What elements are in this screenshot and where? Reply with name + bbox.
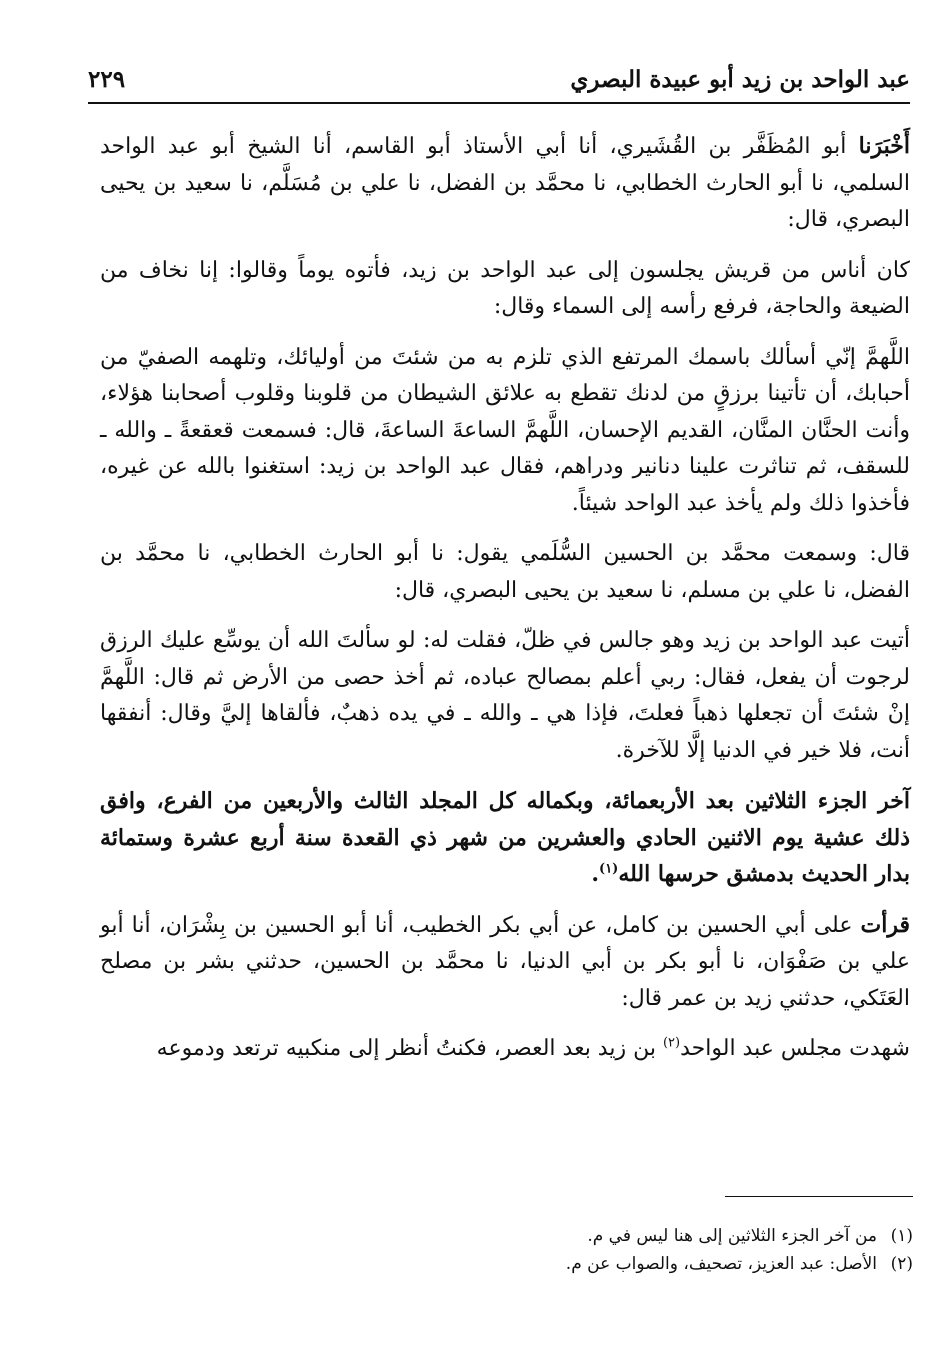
paragraph-narration-1: [100, 253, 910, 326]
footnote-text: الأصل: عبد العزيز، تصحيف، والصواب عن م.: [565, 1254, 877, 1274]
footnote-rule: [725, 1196, 913, 1197]
footnote-mark: (٢): [890, 1254, 913, 1274]
page-header: [88, 62, 910, 106]
lead-word: قرأت: [860, 911, 910, 938]
paragraph-tail: .: [591, 861, 600, 887]
main-text: [100, 128, 910, 1082]
paragraph-text: كان أناس من قريش يجلسون إلى عبد الواحد بن زيد، فأتوه يوماً وقالوا: إنا نخاف من الضيعة والحاجة، فرفع رأسه إلى السماء وقال:: [100, 257, 910, 319]
footnote-ref-2[interactable]: (٢): [662, 1035, 681, 1051]
paragraph-narration-2: [100, 623, 910, 769]
header-rule: [88, 102, 910, 104]
footnotes: [133, 1222, 913, 1278]
footnote-mark: (١): [890, 1226, 913, 1246]
paragraph-isnad-2: [100, 536, 910, 609]
paragraph-text: قال: وسمعت محمَّد بن الحسين السُّلَمي يقول: نا أبو الحارث الخطابي، نا محمَّد بن الفضل، نا علي بن مسلم، نا سعيد بن يحيى البصري، قال:: [100, 541, 910, 603]
paragraph-text: آخر الجزء الثلاثين بعد الأربعمائة، وبكماله كل المجلد الثالث والأربعين من الفرع، وافق ذلك عشية يوم الاثنين الحادي والعشرين من شهر ذي القعدة سنة أربع عشرة وستمائة بدار الحديث بدمشق حرسها الله: [100, 788, 910, 887]
paragraph-text: أتيت عبد الواحد بن زيد وهو جالس في ظلّ، فقلت له: لو سألتَ الله أن يوسِّع عليك الرزق لرجوت أن يفعل، فقال: ربي أعلم بمصالح عباده، ثم أخذ حصى من الأرض ثم قال: اللَّهمَّ إنْ شئتَ أن تجعلها ذهباً فعلتَ، فإذا هي ـ والله ـ في يده ذهبٌ، فألقاها إليَّ وقال: أنفقها أنت، فلا خير في الدنيا إلَّا للآخرة.: [100, 628, 910, 763]
paragraph-text: اللَّهمَّ إنّي أسألك باسمك المرتفع الذي تلزم به من شئتَ من أوليائك، وتلهمه الصفيّ من أحبابك، أن تأتينا برزقٍ من لدنك تقطع به علائق الشيطان من قلوبنا وقلوب أصحابنا هؤلاء، وأنت الحنَّان المنَّان، القديم الإحسان، اللَّهمَّ الساعةَ الساعةَ، قال: فسمعت قعقعةً ـ والله ـ للسقف، ثم تناثرت علينا دنانير ودراهم، فقال عبد الواحد بن زيد: استغنوا بالله عن غيره، فأخذوا ذلك ولم يأخذ عبد الواحد شيئاً.: [100, 344, 910, 516]
paragraph-tail: بن زيد بعد العصر، فكنتُ أنظر إلى منكبيه ترتعد ودموعه: [156, 1036, 663, 1061]
page-number: ٢٢٩: [88, 66, 126, 93]
running-title: عبد الواحد بن زيد أبو عبيدة البصري: [570, 66, 910, 93]
paragraph-text: أبو المُظَفَّر بن القُشَيري، أنا أبي الأستاذ أبو القاسم، أنا الشيخ أبو عبد الواحد السلمي، نا أبو الحارث الخطابي، نا محمَّد بن الفضل، نا علي بن مُسَلَّم، نا سعيد بن يحيى البصري، قال:: [100, 134, 910, 232]
footnote-text: من آخر الجزء الثلاثين إلى هنا ليس في م.: [587, 1226, 877, 1246]
footnote-2: [133, 1250, 913, 1278]
paragraph-isnad-1: [100, 128, 910, 239]
lead-word: أَخْبَرَنا: [858, 133, 910, 159]
paragraph-isnad-3: [100, 907, 910, 1018]
paragraph-prayer: [100, 340, 910, 523]
paragraph-text: شهدت مجلس عبد الواحد: [680, 1036, 910, 1061]
footnote-ref-1[interactable]: (١): [599, 861, 619, 877]
paragraph-colophon: [100, 783, 910, 893]
footnote-1: [133, 1222, 913, 1250]
paragraph-text: على أبي الحسين بن كامل، عن أبي بكر الخطيب، أنا أبو الحسين بن بِشْرَان، أنا أبو علي بن صَفْوَان، نا أبو بكر بن أبي الدنيا، نا محمَّد بن الحسين، حدثني بشر بن مصلح العَتَكي، حدثني زيد بن عمر قال:: [100, 912, 910, 1011]
paragraph-narration-3: [100, 1031, 910, 1068]
